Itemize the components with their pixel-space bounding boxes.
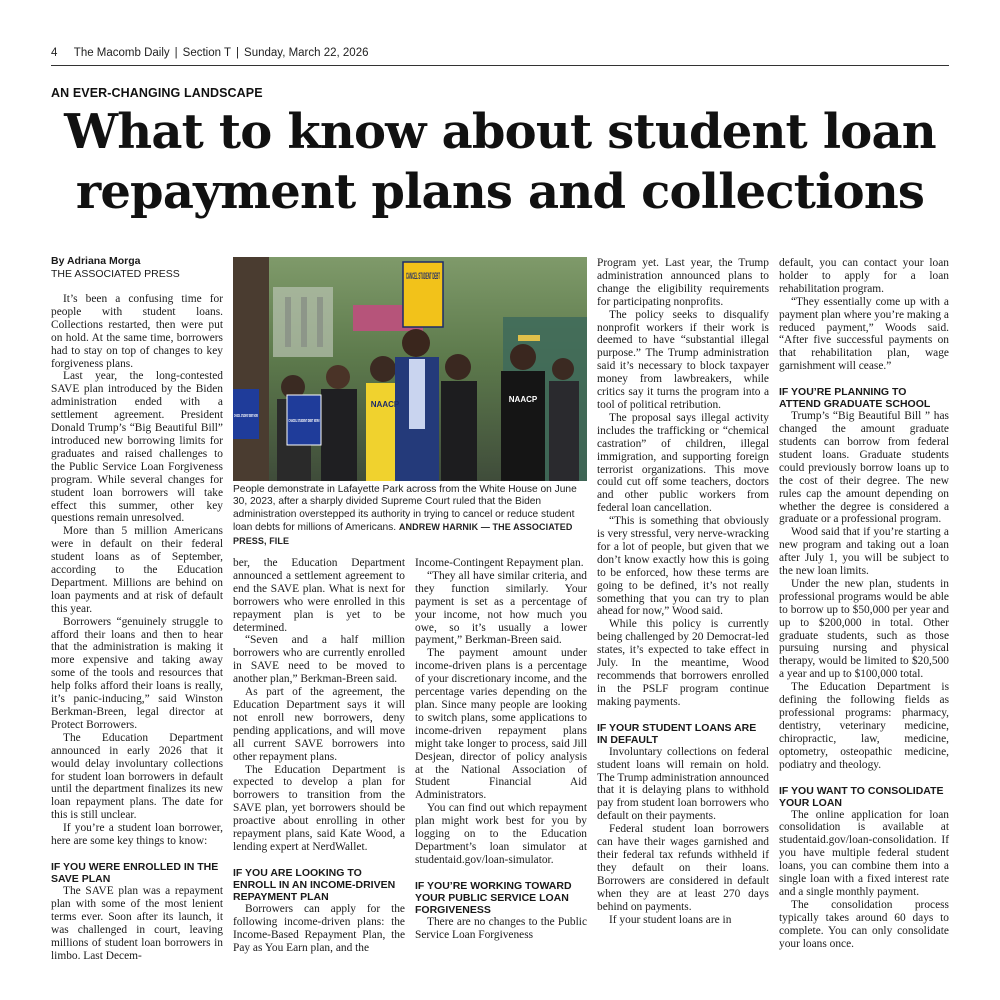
kicker: AN EVER-CHANGING LANDSCAPE — [51, 86, 263, 100]
paragraph: Program yet. Last year, the Trump administration announced plans to change the eligibility requirements for participating nonprofits. — [597, 257, 769, 308]
paragraph: If your student loans are in — [609, 913, 732, 926]
paragraph: The payment amount under income-driven plans is a percentage of your discretionary income, and the percentage varies depending on the plan. Since many people are looking to switch plans, some applications to income-driven repayment plans might take longer to process, said Jill Desjean, director of policy analysis at the National Association of Student Financial Aid Administrators. — [415, 647, 587, 802]
paragraph: default, you can contact your loan holder to apply for a loan rehabilitation program. — [779, 257, 949, 295]
article-column-2 — [233, 557, 405, 954]
paragraph: The SAVE plan was a repayment plan with some of the most lenient terms ever. Soon after its launch, it was challenged in court, leaving millions of student loan borrowers in limbo. Last Decem- — [51, 884, 223, 962]
paragraph: Income-Contingent Repayment plan. — [415, 557, 584, 569]
paragraph: Borrowers “genuinely struggle to afford their loans and then to hear that the administration is making it more expensive and taking away some of the tools and resources that help folks afford their loans is really, it’s panic-inducing,” said Winston Berkman-Breen, legal director at Protect Borrowers. — [51, 615, 223, 731]
byline-agency: THE ASSOCIATED PRESS — [51, 268, 180, 280]
folio-line: 4 The Macomb Daily | Section T | Sunday, March 22, 2026 — [51, 47, 949, 66]
subhead-save-plan: IF YOU WERE ENROLLED IN THE SAVE PLAN — [51, 860, 219, 885]
headline — [40, 102, 960, 222]
article-column-4 — [597, 257, 769, 926]
subhead-pslf: IF YOU’RE WORKING TOWARD YOUR PUBLIC SERVICE LOAN FORGIVENESS — [415, 879, 572, 916]
paper-name: The Macomb Daily — [73, 47, 170, 59]
byline — [51, 255, 180, 281]
photo-caption — [233, 484, 587, 548]
paragraph: There are no changes to the Public Service Loan Forgiveness — [415, 915, 587, 941]
byline-author: By Adriana Morga — [51, 255, 141, 267]
protest-sign-left: CANCEL STUDENT DEBT NOW! — [234, 413, 259, 418]
paragraph: It’s been a confusing time for people with student loans. Collections restarted, then were put on hold. At the same time, borrowers had to stay on top of changes to key forgiveness plans. — [51, 293, 223, 370]
paragraph: Federal student loan borrowers can have their wages garnished and their federal tax refunds withheld if they default on their loans. Borrowers are considered in default when they are at least 270 days behind on payments. — [597, 823, 769, 913]
paragraph: Wood said that if you’re starting a new program and taking out a loan after July 1, you will be subject to the new loan limits. — [779, 526, 949, 578]
subhead-default: IF YOUR STUDENT LOANS ARE IN DEFAULT — [597, 721, 757, 746]
shirt-naacp-black: NAACP — [508, 395, 538, 404]
article-column-5 — [779, 257, 949, 951]
subhead-graduate-school: IF YOU’RE PLANNING TO ATTEND GRADUATE SCHOOL — [779, 386, 931, 411]
subhead-income-driven: IF YOU ARE LOOKING TO ENROLL IN AN INCOME-DRIVEN REPAYMENT PLAN — [233, 866, 396, 903]
paragraph: The Education Department is expected to develop a plan for borrowers to transition from the SAVE plan, yet borrowers should be proactive about enrolling in other repayment plans, said Kate Wood, a lending expert at NerdWallet. — [233, 763, 405, 853]
paragraph: If you’re a student loan borrower, here are some key things to know: — [51, 822, 223, 848]
paragraph: The policy seeks to disqualify nonprofit workers if their work is deemed to have “substantial illegal purpose.” The Trump administration said it’s necessary to block taxpayer money from lawbreakers, while critics say it turns the program into a tool of political retribution. — [597, 308, 769, 411]
paragraph: The online application for loan consolidation is available at studentaid.gov/loan-consolidation. If you have multiple federal student loans, you can combine them into a single loan with a fixed interest rate and a single monthly payment. — [779, 808, 949, 898]
paragraph: ber, the Education Department announced a settlement agreement to end the SAVE plan. What is next for borrowers who were enrolled in this repayment plan is yet to be determined. — [233, 557, 405, 634]
subhead-consolidate: IF YOU WANT TO CONSOLIDATE YOUR LOAN — [779, 784, 944, 809]
photo-credit: ANDREW HARNIK — THE ASSOCIATED PRESS, FILE — [233, 522, 573, 546]
paragraph: “They essentially come up with a payment plan where you’re making a reduced payment,” Woods said. “After five successful payments on that rehabilitation plan, wage garnishment will cease.” — [779, 295, 949, 373]
paragraph: Under the new plan, students in professional programs would be able to borrow up to $50,000 per year and up to $200,000 in total. Other graduate students, such as those pursuing nursing and physical therapy, would be limited to $20,500 a year and up to $100,000 total. — [779, 577, 949, 681]
protest-sign-top: CANCEL STUDENT DEBT — [406, 271, 441, 281]
headline-line-2: repayment plans and collections — [75, 164, 925, 220]
paragraph: Last year, the long-contested SAVE plan introduced by the Biden administration ended with a settlement agreement. President Donald Trump’s “Big Beautiful Bill” introduced new borrowing limits for graduates and raised challenges to the Public Service Loan Forgiveness program. While several changes for student loan borrowers will take effect this summer, other key questions remain unresolved. — [51, 370, 223, 525]
paragraph: “They all have similar criteria, and they function similarly. Your payment is set as a percentage of your income, not how much you owe, so it’s usually a lower payment,” Berkman-Breen said. — [415, 569, 587, 647]
page-number: 4 — [51, 47, 58, 59]
paragraph: The Education Department is defining the following fields as professional programs: pharmacy, dentistry, veterinary medicine, chiropractic, law, medicine, optometry, osteopathic medicine, podiatry and theology. — [779, 681, 949, 771]
section-name: Section T — [182, 47, 232, 59]
issue-date: Sunday, March 22, 2026 — [244, 47, 369, 59]
paragraph: Borrowers can apply for the following income-driven plans: the Income-Based Repayment Plan, the Pay as You Earn plan, and the — [233, 902, 405, 954]
protest-sign-middle: CANCEL STUDENT DEBT NOW! — [288, 418, 320, 423]
paragraph: More than 5 million Americans were in default on their federal student loans as of September, according to the Education Department. Millions are behind on loan payments and at risk of default this year. — [51, 525, 223, 615]
paragraph: As part of the agreement, the Education Department says it will not enroll new borrowers, deny pending applications, and will move all current SAVE borrowers into other repayment plans. — [233, 686, 405, 763]
paragraph: You can find out which repayment plan might work best for you by logging on to the Education Department’s loan simulator at studentaid.gov/loan-simulator. — [415, 802, 587, 866]
paragraph: “Seven and a half million borrowers who are currently enrolled in SAVE need to be moved to another plan,” Berkman-Breen said. — [233, 634, 405, 686]
shirt-naacp-yellow: NAACP — [370, 400, 400, 409]
headline-line-1: What to know about student loan — [64, 104, 936, 160]
paragraph: Trump’s “Big Beautiful Bill ” has changed the amount graduate students can borrow from federal student loans. Graduate students could previously borrow loans up to the cost of their degree. The new rules cap the amount depending on whether the degree is considered a graduate or a professional program. — [779, 410, 949, 526]
paragraph: Involuntary collections on federal student loans will remain on hold. The Trump administration announced that it is delaying plans to withhold pay from student loan borrowers who default on their payments. — [597, 745, 769, 823]
article-column-3 — [415, 557, 587, 942]
news-photo — [233, 257, 587, 481]
paragraph: The Education Department announced in early 2026 that it would delay involuntary collections for student loan borrowers in default until the department finalizes its new loan repayment plans. The date for this is still unclear. — [51, 731, 223, 822]
paragraph: The consolidation process typically takes around 60 days to complete. You can only consolidate your loans once. — [779, 898, 949, 950]
paragraph: “This is something that obviously is very stressful, very nerve-wracking for a lot of people, but given that we don’t know exactly how this is going to be enforced, how these terms are going to be defined, it’s not really something that you can try to plan ahead for now,” Wood said. — [597, 515, 769, 618]
caption-text: People demonstrate in Lafayette Park across from the White House on June 30, 2023, after a sharply divided Supreme Court ruled that the Biden administration overstepped its authority in trying to cancel or reduce student loan debts for millions of Americans. — [233, 484, 577, 534]
article-column-1 — [51, 293, 223, 962]
paragraph: While this policy is currently being challenged by 20 Democrat-led states, it’s expected to take effect in July. In the meantime, Wood recommends that borrowers enrolled in the PSLF program continue making payments. — [597, 618, 769, 708]
paragraph: The proposal says illegal activity includes the trafficking or “chemical castration” of children, illegal immigration, and supporting foreign terrorist organizations. This move could cut off some teachers, doctors and other public workers from federal loan cancellation. — [597, 411, 769, 515]
